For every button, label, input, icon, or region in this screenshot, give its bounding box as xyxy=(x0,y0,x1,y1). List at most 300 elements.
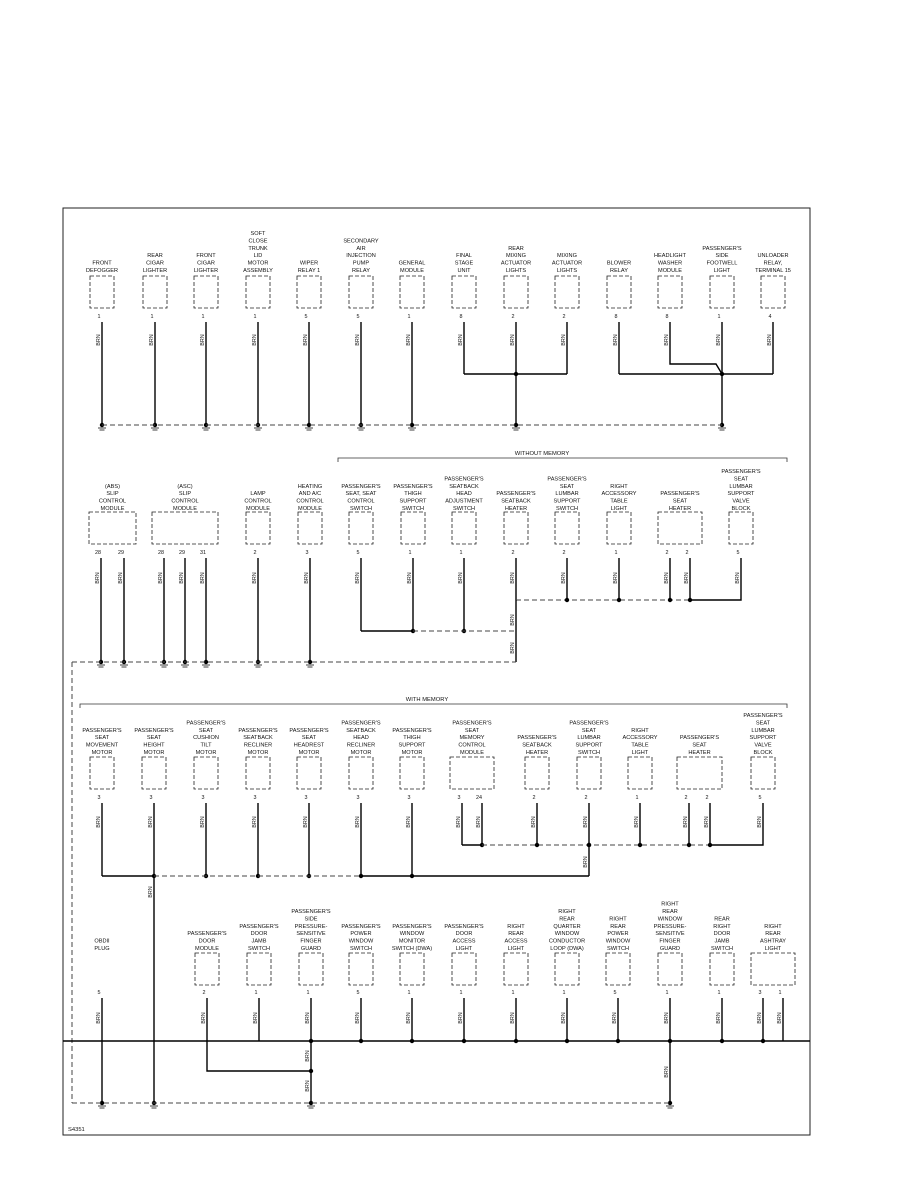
component-label: FINGER xyxy=(300,938,322,945)
splice-dot xyxy=(668,598,672,602)
component-label: HEATER xyxy=(504,506,528,512)
component-box xyxy=(400,276,424,308)
component-label: RIGHT xyxy=(610,483,628,490)
component-label: RIGHT xyxy=(764,923,782,930)
pin-number: 1 xyxy=(306,990,310,996)
wire-color-label: BRN xyxy=(683,816,689,828)
component-label: MOTOR xyxy=(143,750,165,756)
component-label: AND A/C xyxy=(298,491,322,498)
pin-number: 1 xyxy=(717,990,721,996)
wire-color-label: BRN xyxy=(355,816,361,828)
component-label: MODULE xyxy=(658,268,682,274)
pin-number: 3 xyxy=(356,795,360,801)
component-label: PRESSURE- xyxy=(294,923,328,930)
component-box xyxy=(658,512,702,544)
component-label: SEAT xyxy=(464,727,480,734)
splice-dot xyxy=(687,843,691,847)
ground-symbol xyxy=(408,428,416,430)
pin-number: 1 xyxy=(150,314,154,320)
component-label: STAGE xyxy=(454,260,474,267)
component-label: HEAD xyxy=(456,491,472,498)
component-label: SEAT xyxy=(581,727,597,734)
splice-dot xyxy=(720,1039,724,1043)
ground-symbol xyxy=(666,1106,674,1108)
component-label: PASSENGER'S xyxy=(187,931,227,938)
pin-number: 1 xyxy=(635,795,639,801)
wire-color-label: BRN xyxy=(407,572,413,584)
component-label: PASSENGER'S xyxy=(547,476,587,483)
component-label: QUARTER xyxy=(553,923,581,930)
component-label: INJECTION xyxy=(346,253,376,260)
component-box xyxy=(525,757,549,789)
with-memory-bracket xyxy=(80,704,787,708)
component-label: CLOSE xyxy=(248,238,268,245)
pin-number: 8 xyxy=(665,314,669,320)
component-label: PASSENGER'S xyxy=(82,727,122,734)
wire-color-label: BRN xyxy=(613,334,619,346)
pin-number: 2 xyxy=(511,550,515,556)
component-label: SEAT xyxy=(733,476,749,483)
component-label: PASSENGER'S xyxy=(743,713,783,719)
figure-number: S4351 xyxy=(68,1127,85,1133)
component-box xyxy=(452,276,476,308)
component-label: AIR xyxy=(356,245,366,252)
component-label: CONTROL xyxy=(296,498,324,505)
component-label: PASSENGER'S xyxy=(392,923,432,930)
wire-color-label: BRN xyxy=(200,816,206,828)
component-label: WIPER xyxy=(299,260,319,267)
splice-dot xyxy=(587,843,591,847)
component-label: SEAT xyxy=(559,483,575,490)
component-label: MOVEMENT xyxy=(85,742,119,749)
wire-color-label: BRN xyxy=(531,816,537,828)
wire-color-label: BRN xyxy=(252,816,258,828)
component-label: SEATBACK xyxy=(243,735,273,742)
component-label: MONITOR xyxy=(398,938,426,945)
component-box xyxy=(349,757,373,789)
component-label: MOTOR xyxy=(298,750,320,756)
component-label: SEAT xyxy=(692,742,707,749)
component-box xyxy=(142,757,166,789)
component-label: PASSENGER'S xyxy=(569,720,609,727)
component-label: ACCESS xyxy=(452,938,476,945)
component-box xyxy=(299,953,323,985)
wire-color-label: BRN xyxy=(118,572,124,584)
pin-number: 31 xyxy=(200,550,206,556)
wire-color-label: BRN xyxy=(253,1012,259,1024)
wire-color-label: BRN xyxy=(148,886,154,898)
component-label: HEATING xyxy=(297,483,323,490)
pin-number: 1 xyxy=(254,990,258,996)
component-box xyxy=(658,276,682,308)
wire-color-label: BRN xyxy=(406,334,412,346)
component-label: SIDE xyxy=(304,916,318,923)
wire-color-label: BRN xyxy=(634,816,640,828)
splice-dot xyxy=(535,843,539,847)
ground-symbol xyxy=(202,665,210,667)
component-label: SEAT xyxy=(755,720,771,727)
component-label: RIGHT xyxy=(609,916,627,923)
component-box xyxy=(450,757,494,789)
ground-symbol xyxy=(305,428,313,430)
component-label: LIGHTER xyxy=(193,268,219,274)
component-label: RECLINER xyxy=(243,742,273,749)
component-label: TERMINAL 15 xyxy=(755,268,791,274)
wire-color-label: BRN xyxy=(757,1012,763,1024)
component-label: HEADLIGHT xyxy=(653,253,687,260)
component-label: SLIP xyxy=(178,491,192,498)
ground-symbol xyxy=(151,428,159,430)
component-label: VALVE xyxy=(754,742,772,749)
component-label: HEATER xyxy=(688,750,711,756)
pin-number: 3 xyxy=(457,795,461,801)
component-box xyxy=(401,512,425,544)
component-label: MOTOR xyxy=(401,750,423,756)
component-label: REAR xyxy=(508,245,524,252)
component-label: PRESSURE- xyxy=(653,923,687,930)
ground-symbol xyxy=(357,428,365,430)
splice-dot xyxy=(617,598,621,602)
component-label: SEAT xyxy=(198,727,214,734)
ground-symbol xyxy=(150,1106,158,1108)
wire-color-label: BRN xyxy=(458,334,464,346)
component-label: POWER xyxy=(607,931,629,938)
component-label: PASSENGER'S xyxy=(392,727,432,734)
component-label: MODULE xyxy=(173,506,197,512)
component-label: WINDOW xyxy=(348,938,374,945)
component-label: RIGHT xyxy=(507,923,525,930)
ground-wire xyxy=(710,803,763,845)
component-label: ASHTRAY xyxy=(759,938,787,945)
ground-symbol xyxy=(160,665,168,667)
component-box xyxy=(452,512,476,544)
wire-color-label: BRN xyxy=(561,334,567,346)
pin-number: 3 xyxy=(304,795,308,801)
component-label: SEAT xyxy=(146,735,162,742)
pin-number: 3 xyxy=(407,795,411,801)
component-label: SUPPORT xyxy=(575,742,603,749)
component-label: SWITCH xyxy=(401,506,425,512)
component-label: DOOR xyxy=(455,931,473,938)
component-label: SLIP xyxy=(106,491,119,498)
wire-color-label: BRN xyxy=(510,642,516,654)
component-label: DEFOGGER xyxy=(85,268,119,274)
pin-number: 2 xyxy=(511,314,515,320)
wire-color-label: BRN xyxy=(510,1012,516,1024)
component-label: (ABS) xyxy=(105,483,120,490)
component-label: THIGH xyxy=(403,735,421,742)
wire-color-label: BRN xyxy=(305,1050,311,1062)
component-box xyxy=(194,757,218,789)
pin-number: 1 xyxy=(562,990,566,996)
component-label: PASSENGER'S xyxy=(679,735,720,742)
component-label: SWITCH (DWA) xyxy=(391,946,433,952)
component-label: FINGER xyxy=(659,938,681,945)
component-label: RECLINER xyxy=(346,742,376,749)
ground-symbol xyxy=(512,428,520,430)
pin-number: 2 xyxy=(584,795,588,801)
pin-number: 3 xyxy=(758,990,762,996)
pin-number: 2 xyxy=(665,550,669,556)
component-label: PASSENGER'S xyxy=(239,923,279,930)
component-box xyxy=(400,953,424,985)
ground-symbol xyxy=(254,428,262,430)
component-box xyxy=(751,757,775,789)
component-label: SWITCH xyxy=(710,946,734,952)
component-box xyxy=(555,276,579,308)
pin-number: 1 xyxy=(459,550,463,556)
splice-dot xyxy=(761,1039,765,1043)
component-label: SUPPORT xyxy=(553,498,581,505)
component-label: SUPPORT xyxy=(749,735,777,742)
component-label: WINDOW xyxy=(657,916,683,923)
component-box xyxy=(298,512,322,544)
component-label: SENSITIVE xyxy=(296,931,326,938)
component-box xyxy=(658,953,682,985)
component-box xyxy=(246,757,270,789)
component-label: PASSENGER'S xyxy=(134,727,174,734)
pin-number: 29 xyxy=(118,550,124,556)
wire-color-label: BRN xyxy=(406,1012,412,1024)
pin-number: 5 xyxy=(97,990,101,996)
with-memory-label: WITH MEMORY xyxy=(405,697,449,703)
component-label: SEATBACK xyxy=(346,727,376,734)
wire-color-label: BRN xyxy=(664,334,670,346)
component-label: RIGHT xyxy=(661,901,679,908)
wire-color-label: BRN xyxy=(583,856,589,868)
component-box xyxy=(349,512,373,544)
wire-color-label: BRN xyxy=(149,334,155,346)
ground-symbol xyxy=(120,665,128,667)
component-label: ACTUATOR xyxy=(551,260,583,267)
component-label: LIGHT xyxy=(455,946,473,952)
pin-number: 5 xyxy=(304,314,308,320)
component-label: LIGHTER xyxy=(142,268,168,274)
pin-number: 2 xyxy=(705,795,709,801)
pin-number: 1 xyxy=(407,990,411,996)
component-labels xyxy=(82,231,791,952)
component-label: SEAT xyxy=(94,735,110,742)
ground-symbol xyxy=(307,1106,315,1108)
wire-color-label: BRN xyxy=(95,572,101,584)
component-label: PASSENGER'S xyxy=(496,491,536,498)
component-label: CONTROL xyxy=(458,742,486,749)
component-label: SEATBACK xyxy=(449,483,479,490)
component-label: SUPPORT xyxy=(399,498,427,505)
wire-color-label: BRN xyxy=(304,572,310,584)
pin-number: 1 xyxy=(201,314,205,320)
splice-dot xyxy=(514,1039,518,1043)
component-label: PASSENGER'S xyxy=(517,735,557,742)
pin-number: 3 xyxy=(149,795,153,801)
component-label: FOOTWELL xyxy=(706,260,738,267)
wire-color-label: BRN xyxy=(664,572,670,584)
component-label: SWITCH xyxy=(606,946,630,952)
component-box xyxy=(729,512,753,544)
pin-number: 1 xyxy=(778,990,782,996)
component-label: PASSENGER'S xyxy=(660,491,700,498)
component-box xyxy=(349,953,373,985)
component-label: TABLE xyxy=(610,498,628,505)
component-label: DOOR xyxy=(198,938,216,945)
pin-number: 2 xyxy=(562,550,566,556)
component-box xyxy=(297,757,321,789)
diagram-frame xyxy=(63,208,810,1135)
wire-color-label: BRN xyxy=(777,1012,783,1024)
component-label: REAR xyxy=(765,931,781,938)
wire-color-label: BRN xyxy=(757,816,763,828)
component-label: SOFT xyxy=(250,231,266,237)
component-label: MODULE xyxy=(298,506,322,512)
component-label: LIGHT xyxy=(631,750,649,756)
component-label: SEAT xyxy=(301,735,317,742)
component-box xyxy=(577,757,601,789)
component-label: CIGAR xyxy=(197,260,215,267)
wire-color-label: BRN xyxy=(583,816,589,828)
component-label: LUMBAR xyxy=(577,735,601,742)
component-label: MOTOR xyxy=(350,750,372,756)
wire-color-label: BRN xyxy=(735,572,741,584)
wire-color-label: BRN xyxy=(704,816,710,828)
component-label: MIXING xyxy=(506,253,526,260)
component-label: SWITCH xyxy=(349,506,373,512)
component-box xyxy=(195,953,219,985)
component-box xyxy=(246,512,270,544)
component-label: PASSENGER'S xyxy=(341,923,381,930)
pin-number: 1 xyxy=(614,550,618,556)
component-label: RIGHT xyxy=(558,909,576,915)
component-label: REAR xyxy=(147,253,163,260)
wire-color-label: BRN xyxy=(664,1066,670,1078)
component-box xyxy=(607,276,631,308)
wire-color-label: BRN xyxy=(612,1012,618,1024)
ground-symbol xyxy=(306,665,314,667)
component-label: LIGHT xyxy=(610,506,628,512)
pin-number: 1 xyxy=(459,990,463,996)
component-label: POWER xyxy=(350,931,372,938)
component-label: FINAL xyxy=(456,253,472,260)
component-label: VALVE xyxy=(732,498,750,505)
component-box xyxy=(504,512,528,544)
component-label: JAMB xyxy=(714,938,730,945)
component-label: MODULE xyxy=(460,750,484,756)
component-label: (ASC) xyxy=(177,483,193,490)
component-label: RELAY xyxy=(352,268,370,274)
pin-number: 2 xyxy=(253,550,257,556)
pin-number: 1 xyxy=(253,314,257,320)
component-label: HEADREST xyxy=(293,742,325,749)
wire-color-label: BRN xyxy=(252,572,258,584)
wire-color-label: BRN xyxy=(148,816,154,828)
pin-number: 5 xyxy=(356,550,360,556)
wire-color-label: BRN xyxy=(303,334,309,346)
component-label: LOOP (DWA) xyxy=(550,946,584,952)
pin-number: 5 xyxy=(356,314,360,320)
wire-color-label: BRN xyxy=(458,1012,464,1024)
component-label: SWITCH xyxy=(452,506,476,512)
component-label: RELAY, xyxy=(763,260,783,267)
without-memory-bracket xyxy=(338,458,787,462)
component-label: PASSENGER'S xyxy=(444,923,484,930)
splice-dot xyxy=(359,1039,363,1043)
wire-color-label: BRN xyxy=(767,334,773,346)
pin-number: 2 xyxy=(202,990,206,996)
wire-color-label: BRN xyxy=(716,1012,722,1024)
splice-dot xyxy=(616,1039,620,1043)
wire-color-label: BRN xyxy=(201,1012,207,1024)
component-label: REAR xyxy=(559,916,575,923)
component-label: LUMBAR xyxy=(729,483,753,490)
component-box xyxy=(247,953,271,985)
component-label: SWITCH xyxy=(247,946,271,952)
component-label: PLUG xyxy=(94,946,110,952)
component-label: PASSENGER'S xyxy=(289,727,329,734)
component-label: PASSENGER'S xyxy=(444,476,484,483)
pin-number: 2 xyxy=(684,795,688,801)
wire-color-label: BRN xyxy=(561,1012,567,1024)
pin-number: 1 xyxy=(407,314,411,320)
component-label: SWITCH xyxy=(577,750,601,756)
component-box xyxy=(607,512,631,544)
component-box xyxy=(246,276,270,308)
wire-color-label: BRN xyxy=(96,816,102,828)
wire-color-label: BRN xyxy=(305,1012,311,1024)
splice-dot xyxy=(410,874,414,878)
splice-dot xyxy=(462,1039,466,1043)
component-label: PASSENGER'S xyxy=(291,909,331,915)
pin-number: 1 xyxy=(511,990,515,996)
component-label: ACCESS xyxy=(504,938,528,945)
pin-number: 5 xyxy=(356,990,360,996)
component-label: MODULE xyxy=(400,268,424,274)
wire-color-label: BRN xyxy=(613,572,619,584)
component-label: TILT xyxy=(200,742,212,749)
component-label: HEIGHT xyxy=(143,742,165,749)
component-label: LID xyxy=(253,253,263,260)
wire-color-label: BRN xyxy=(355,572,361,584)
component-label: ASSEMBLY xyxy=(243,268,273,274)
component-box xyxy=(751,953,795,985)
component-label: REAR xyxy=(714,916,730,923)
wire-color-label: BRN xyxy=(252,334,258,346)
component-label: WINDOW xyxy=(399,931,425,938)
ground-wire xyxy=(670,322,722,374)
component-label: PASSENGER'S xyxy=(702,245,742,252)
component-label: MODULE xyxy=(195,946,219,952)
wire-color-label: BRN xyxy=(305,1080,311,1092)
component-label: LUMBAR xyxy=(751,727,775,734)
wire-color-label: BRN xyxy=(476,816,482,828)
component-box xyxy=(297,276,321,308)
component-box xyxy=(400,757,424,789)
component-box xyxy=(761,276,785,308)
component-label: MOTOR xyxy=(195,750,217,756)
ground-symbol xyxy=(254,665,262,667)
component-label: BLOWER xyxy=(606,260,632,267)
component-label: CONTROL xyxy=(171,498,199,505)
pin-number: 1 xyxy=(408,550,412,556)
pin-number: 8 xyxy=(459,314,463,320)
component-label: CONTROL xyxy=(98,498,127,505)
pin-number: 28 xyxy=(158,550,164,556)
component-label: FRONT xyxy=(92,260,112,267)
component-label: CONDUCTOR xyxy=(548,938,586,945)
ground-symbol xyxy=(718,428,726,430)
ground-symbol xyxy=(97,665,105,667)
component-box xyxy=(710,276,734,308)
component-label: RIGHT xyxy=(631,727,649,734)
component-label: LIGHT xyxy=(713,268,731,274)
